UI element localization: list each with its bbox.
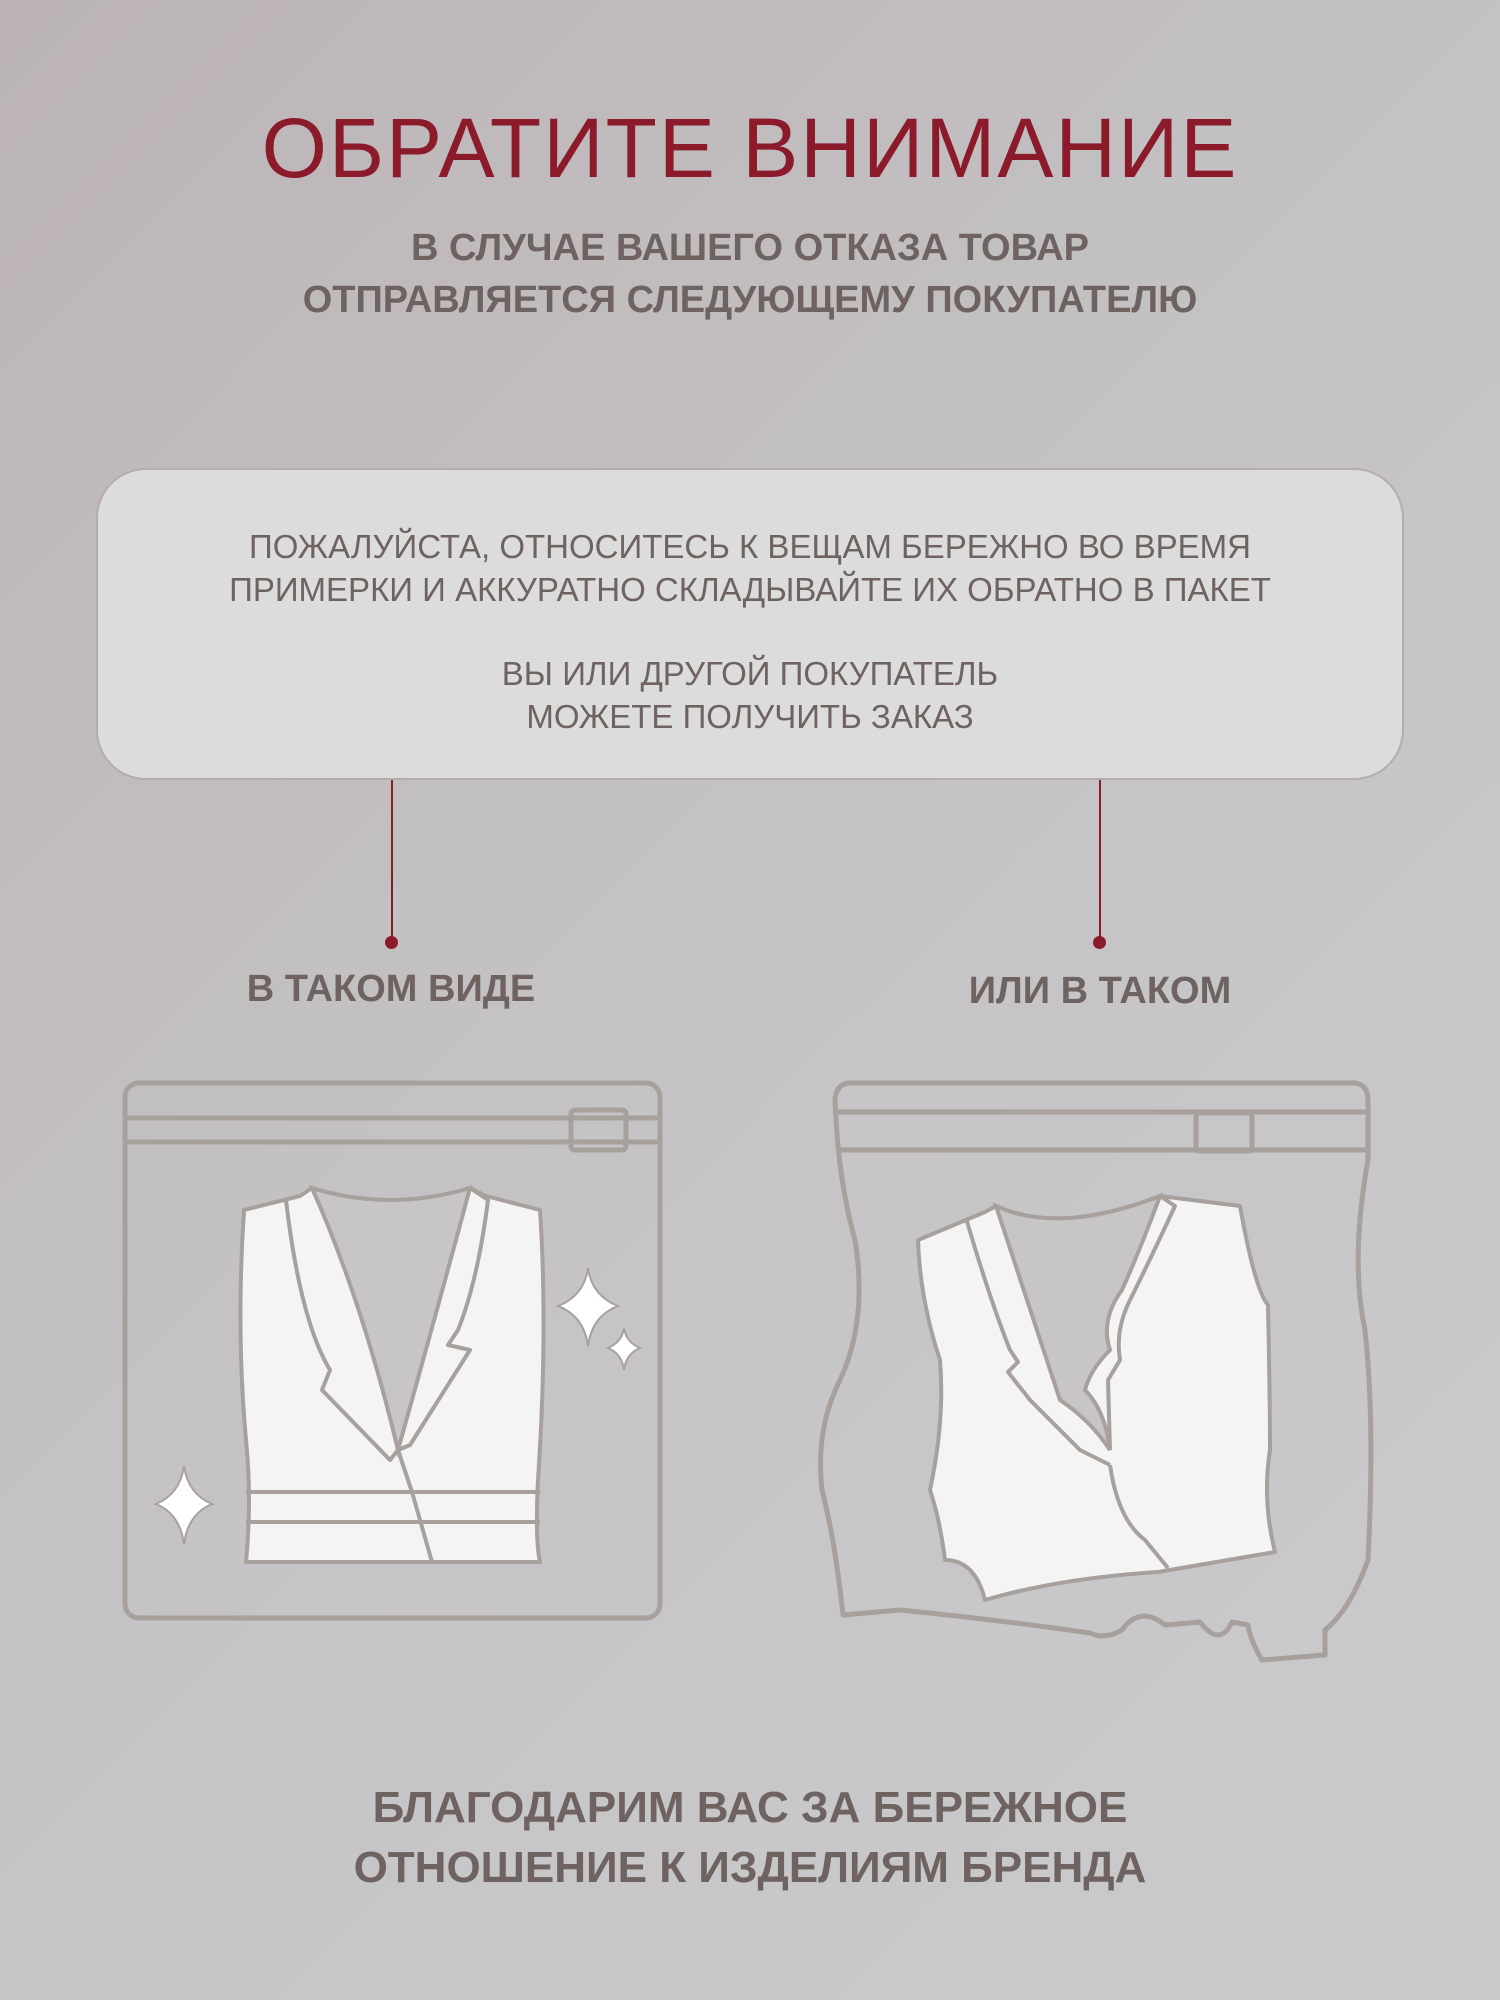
info-line: ПОЖАЛУЙСТА, ОТНОСИТЕСЬ К ВЕЩАМ БЕРЕЖНО ВО ВРЕМЯ (248, 528, 1251, 565)
info-line: ПРИМЕРКИ И АККУРАТНО СКЛАДЫВАЙТЕ ИХ ОБРАТНО В ПАКЕТ (229, 571, 1271, 608)
option-label-neat: В ТАКОМ ВИДЕ (246, 968, 536, 1010)
option-label-crumpled: ИЛИ В ТАКОМ (968, 970, 1232, 1012)
footer-thanks (0, 1778, 1500, 1898)
subtitle-line: В СЛУЧАЕ ВАШЕГО ОТКАЗА ТОВАР (411, 227, 1089, 269)
subtitle-line: ОТПРАВЛЯЕТСЯ СЛЕДУЮЩЕМУ ПОКУПАТЕЛЮ (302, 279, 1198, 321)
footer-line: БЛАГОДАРИМ ВАС ЗА БЕРЕЖНОЕ (372, 1783, 1128, 1832)
info-line: МОЖЕТЕ ПОЛУЧИТЬ ЗАКАЗ (526, 698, 974, 735)
footer-line: ОТНОШЕНИЕ К ИЗДЕЛИЯМ БРЕНДА (353, 1843, 1147, 1892)
page-title: ОБРАТИТЕ ВНИМАНИЕ (261, 101, 1239, 195)
info-line: ВЫ ИЛИ ДРУГОЙ ПОКУПАТЕЛЬ (501, 655, 999, 692)
